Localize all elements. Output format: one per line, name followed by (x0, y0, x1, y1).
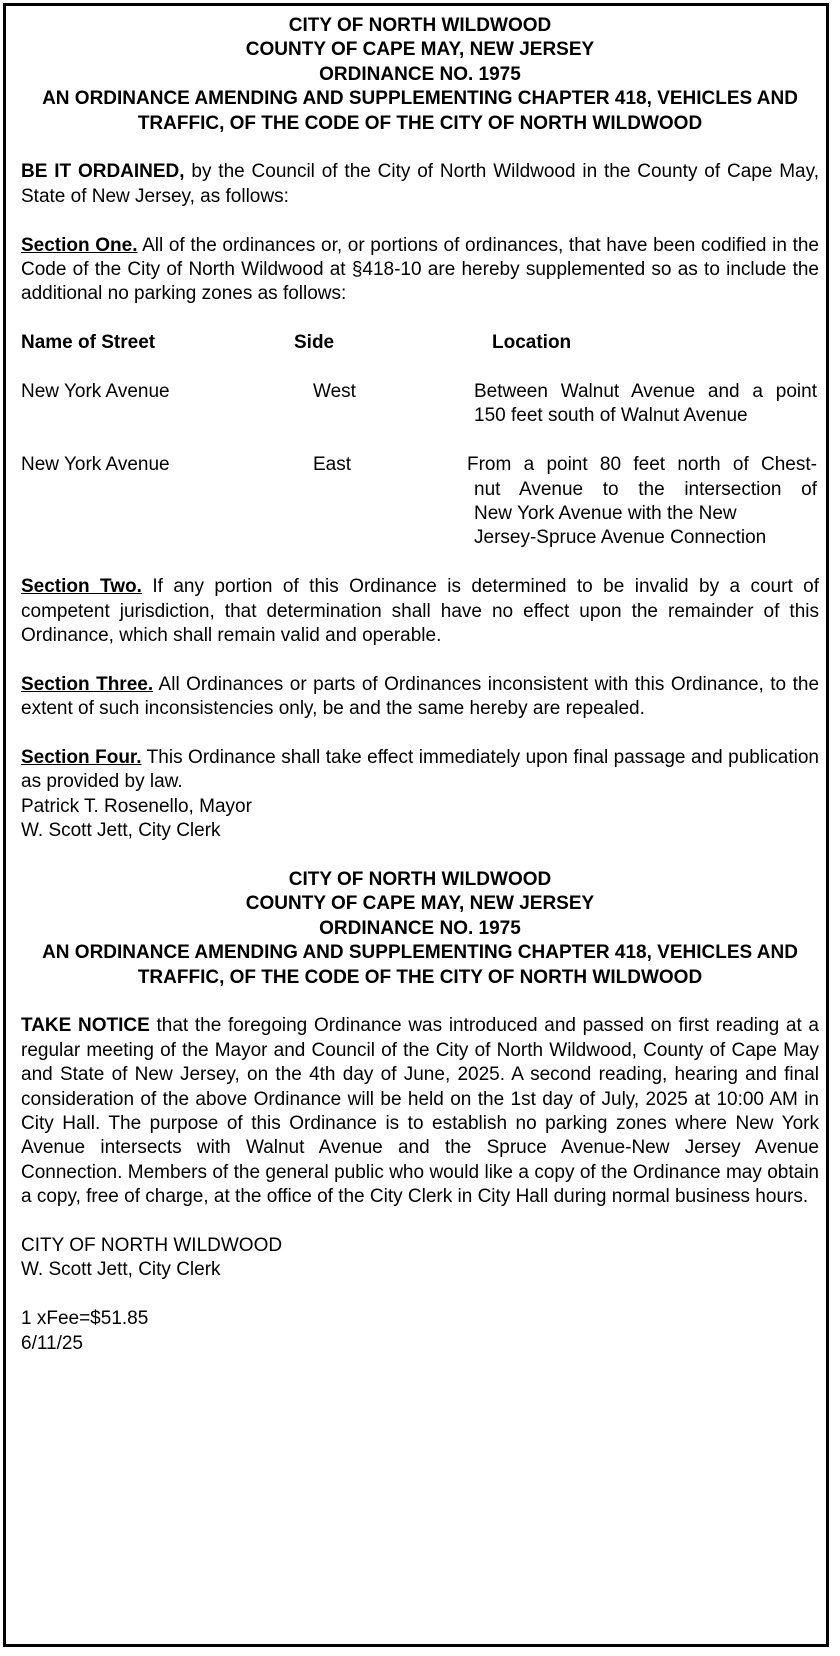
publication-date: 6/11/25 (21, 1332, 83, 1354)
ordained-lead: BE IT ORDAINED, (21, 161, 185, 183)
mayor-signature: Patrick T. Rosenello, Mayor (21, 795, 252, 817)
notice-paragraph (21, 1014, 819, 1209)
clerk-signature: W. Scott Jett, City Clerk (21, 820, 221, 842)
county-name: COUNTY OF CAPE MAY, NEW JERSEY (245, 39, 595, 61)
section-four-heading: Section Four. (21, 747, 142, 768)
street-location (474, 380, 817, 429)
section-four-text: This Ordinance shall take effect immediately upon final passage and publication as provided by law. (21, 747, 819, 793)
notice-city-signature: CITY OF NORTH WILDWOOD (21, 1235, 283, 1257)
section-three-text: All Ordinances or parts of Ordinances inconsistent with this Ordinance, to the extent of such inconsistencies only, be and the same hereby are repealed. (21, 673, 820, 720)
notice-clerk-signature: W. Scott Jett, City Clerk (21, 1259, 221, 1281)
ordinance-header (21, 14, 819, 136)
section-two-text: If any portion of this Ordinance is determined to be invalid by a court of competent jurisdiction, that determination shall have no effect upon the remainder of this Ordinance, which shall remain valid and operable. (21, 576, 820, 646)
ordained-paragraph (21, 160, 819, 209)
legal-notice (21, 14, 819, 1356)
county-name: COUNTY OF CAPE MAY, NEW JERSEY (245, 893, 595, 915)
column-header-location: Location (492, 332, 572, 354)
street-name: New York Avenue (21, 454, 170, 476)
table-header-row (21, 331, 819, 355)
section-four (21, 746, 819, 795)
ordinance-title-line2: TRAFFIC, OF THE CODE OF THE CITY OF NORTH WILDWOOD (137, 966, 703, 988)
notice-header (21, 868, 819, 990)
street-name: New York Avenue (21, 381, 170, 403)
location-line: From a point 80 feet north of Chest- (467, 454, 817, 476)
section-one-text: All of the ordinances or, or portions of ordinances, that have been codified in the Code of the City of North Wildwood at §418-10 are hereby supplemented so as to include the additional no parking zones as follows: (21, 234, 819, 305)
location-line: Jersey-Spruce Avenue Connection (474, 527, 767, 549)
column-header-street: Name of Street (21, 332, 156, 354)
location-line: New York Avenue with the New (474, 503, 737, 525)
column-header-side: Side (294, 332, 335, 354)
ordinance-number: ORDINANCE NO. 1975 (319, 63, 521, 85)
ordained-text: by the Council of the City of North Wildwood in the County of Cape May, State of New Jersey, as follows: (21, 161, 819, 207)
street-side: West (313, 381, 356, 403)
section-two-heading: Section Two. (21, 576, 142, 598)
location-line: Between Walnut Avenue and a point (474, 381, 817, 403)
location-line: 150 feet south of Walnut Avenue (474, 405, 748, 427)
section-three (21, 673, 819, 722)
street-location (467, 453, 817, 551)
city-name: CITY OF NORTH WILDWOOD (288, 15, 552, 36)
ordinance-title-line1: AN ORDINANCE AMENDING AND SUPPLEMENTING CHAPTER 418, VEHICLES AND (42, 942, 798, 964)
fee-line: 1 xFee=$51.85 (21, 1308, 149, 1330)
table-row (21, 380, 819, 429)
ordinance-title-line2: TRAFFIC, OF THE CODE OF THE CITY OF NORTH WILDWOOD (137, 112, 703, 134)
street-side: East (313, 454, 352, 476)
notice-text: that the foregoing Ordinance was introduced and passed on first reading at a regular meeting of the Mayor and Council of the City of North Wildwood, County of Cape May and State of New Jersey, on the 4th day of June, 2025. A second reading, hearing and final consideration of the above Ordinance will be held on the 1st day of July, 2025 at 10:00 AM in City Hall. The purpose of this Ordinance is to establish no parking zones where New York Avenue intersects with Walnut Avenue and the Spruce Avenue-New Jersey Avenue Connection. Members of the general public who would like a copy of the Ordinance may obtain a copy, free of charge, at the office of the City Clerk in City Hall during normal business hours. (21, 1015, 819, 1208)
table-row (21, 453, 819, 551)
section-three-heading: Section Three. (21, 673, 154, 695)
ordinance-title-line1: AN ORDINANCE AMENDING AND SUPPLEMENTING CHAPTER 418, VEHICLES AND (42, 88, 798, 110)
notice-lead: TAKE NOTICE (21, 1015, 150, 1037)
ordinance-number: ORDINANCE NO. 1975 (319, 917, 521, 939)
location-line: nut Avenue to the intersection of (474, 478, 817, 500)
city-name: CITY OF NORTH WILDWOOD (288, 869, 552, 891)
no-parking-table (21, 331, 819, 551)
section-one-heading: Section One. (21, 234, 138, 256)
section-two (21, 575, 819, 648)
section-one (21, 234, 819, 307)
